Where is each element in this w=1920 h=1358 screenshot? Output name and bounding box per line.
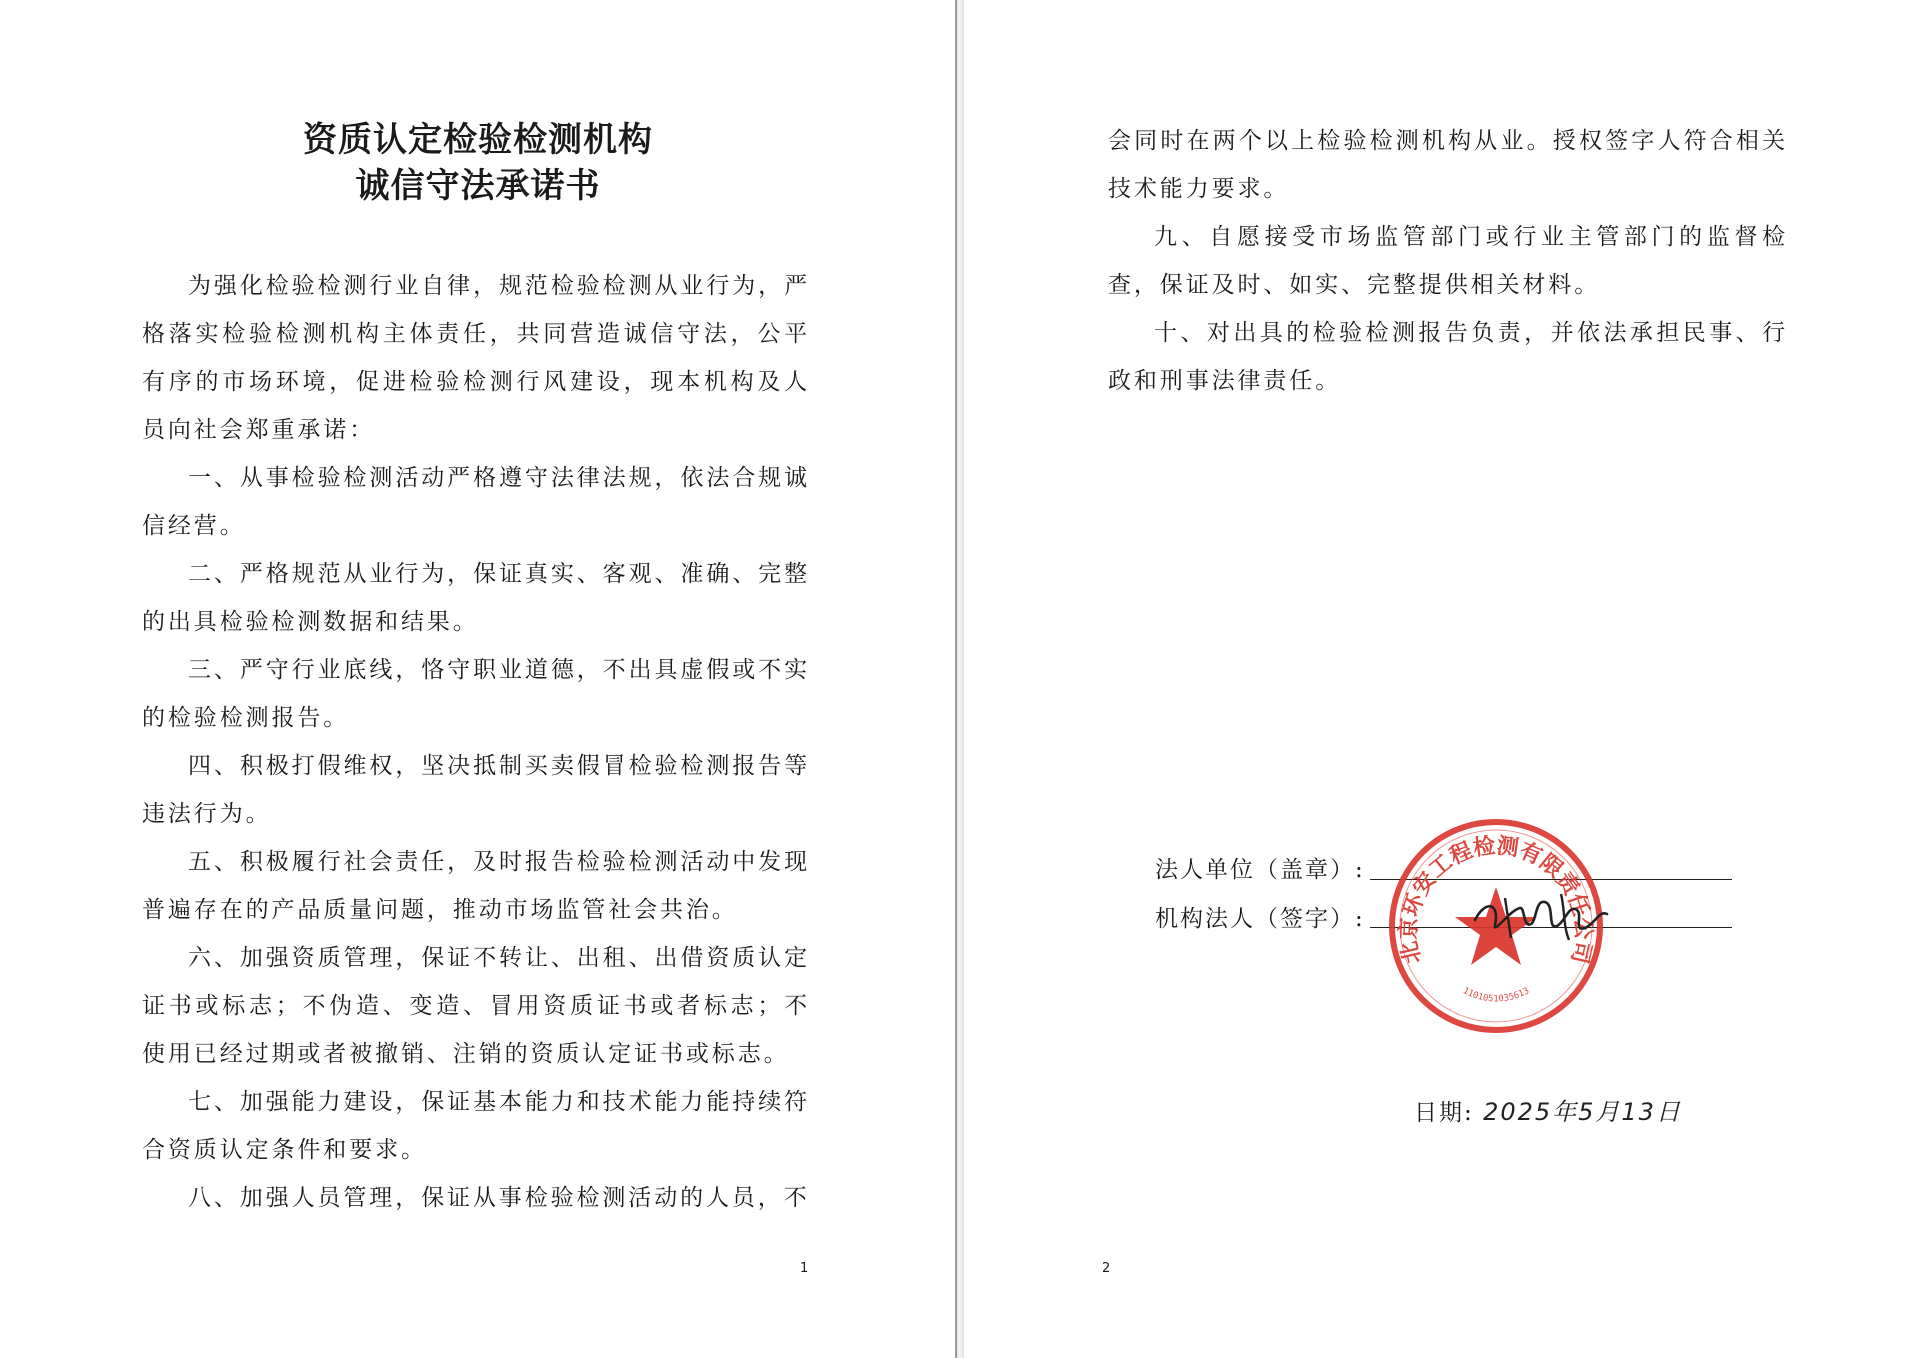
page-fold <box>956 0 964 1358</box>
intro-paragraph: 为强化检验检测行业自律，规范检验检测从业行为，严格落实检验检测机构主体责任，共同营造诚信守法，公平有序的市场环境，促进检验检测行风建设，现本机构及人员向社会郑重承诺： <box>142 273 810 443</box>
commitment-8-continued: 会同时在两个以上检验检测机构从业。授权签字人符合相关技术能力要求。 <box>1108 128 1788 202</box>
right-body <box>1108 117 1788 405</box>
fold-line-left <box>955 0 957 1358</box>
page-left <box>0 0 956 1358</box>
page-number-1: 1 <box>800 1261 809 1276</box>
commitment-6: 六、加强资质管理，保证不转让、出租、出借资质认定证书或标志；不伪造、变造、冒用资质证书或者标志；不使用已经过期或者被撤销、注销的资质认定证书或标志。 <box>142 945 810 1067</box>
commitment-5: 五、积极履行社会责任，及时报告检验检测活动中发现普遍存在的产品质量问题，推动市场监管社会共治。 <box>142 849 810 923</box>
commitment-10: 十、对出具的检验检测报告负责，并依法承担民事、行政和刑事法律责任。 <box>1108 320 1788 394</box>
page-number-2: 2 <box>1102 1261 1111 1276</box>
commitment-1: 一、从事检验检测活动严格遵守法律法规，依法合规诚信经营。 <box>142 465 810 539</box>
commitment-2: 二、严格规范从业行为，保证真实、客观、准确、完整的出具检验检测数据和结果。 <box>142 561 810 635</box>
commitment-9: 九、自愿接受市场监管部门或行业主管部门的监督检查，保证及时、如实、完整提供相关材料。 <box>1108 224 1788 298</box>
commitment-7: 七、加强能力建设，保证基本能力和技术能力能持续符合资质认定条件和要求。 <box>142 1089 810 1163</box>
handwritten-signature-icon <box>1465 880 1615 950</box>
date-value: 2025年5月13日 <box>1483 1098 1682 1126</box>
legal-unit-label: 法人单位（盖章）: <box>1155 857 1365 883</box>
seal-serial: 1101051035613 <box>1460 986 1532 1005</box>
commitment-4: 四、积极打假维权，坚决抵制买卖假冒检验检测报告等违法行为。 <box>142 753 810 827</box>
legal-person-label: 机构法人（签字）: <box>1155 906 1365 932</box>
commitment-3: 三、严守行业底线，恪守职业道德，不出具虚假或不实的检验检测报告。 <box>142 657 810 731</box>
seal-text: 北京环安工程检测有限责任公司 <box>1395 832 1597 967</box>
date-label: 日期: <box>1414 1100 1474 1126</box>
left-body <box>142 262 810 1222</box>
date-row <box>1414 1092 1682 1127</box>
document-title-line2: 诚信守法承诺书 <box>355 166 601 206</box>
svg-text:1101051035613 <box>1461 986 1531 1004</box>
commitment-8: 八、加强人员管理，保证从事检验检测活动的人员，不 <box>188 1185 810 1211</box>
document-title-line1: 资质认定检验检测机构 <box>303 120 653 160</box>
